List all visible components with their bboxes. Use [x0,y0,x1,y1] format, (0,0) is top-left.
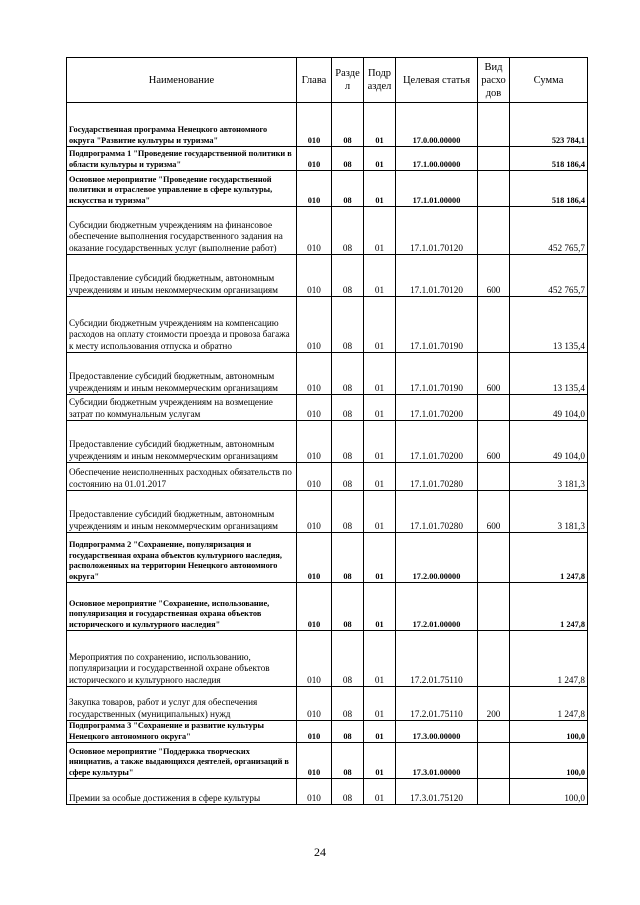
row-target: 17.3.01.75120 [396,779,478,805]
header-sum: Сумма [510,58,588,103]
row-name: Субсидии бюджетным учреждениям на финансовое обеспечение выполнения государственного задания на оказание государственных услуг (выполнение работ) [67,207,297,255]
row-target: 17.1.01.70280 [396,491,478,533]
row-chapter: 010 [297,491,332,533]
row-expense-type [478,779,510,805]
row-section: 08 [332,395,364,421]
row-target: 17.2.00.00000 [396,533,478,583]
row-expense-type [478,631,510,687]
row-chapter: 010 [297,687,332,721]
row-expense-type [478,743,510,779]
row-subsection: 01 [364,631,396,687]
row-name: Основное мероприятие "Поддержка творческих инициатив, а также выдающихся деятелей, организаций в сфере культуры" [67,743,297,779]
row-target: 17.2.01.00000 [396,583,478,631]
row-chapter: 010 [297,463,332,491]
row-name: Подпрограмма 3 "Сохранение и развитие культуры Ненецкого автономного округа" [67,721,297,743]
row-section: 08 [332,533,364,583]
table-row [67,255,588,297]
row-subsection: 01 [364,297,396,353]
table-row [67,353,588,395]
table-row [67,491,588,533]
table-row [67,743,588,779]
table-row [67,103,588,147]
row-subsection: 01 [364,779,396,805]
row-sum: 13 135,4 [510,353,588,395]
row-sum: 1 247,8 [510,583,588,631]
row-sum: 3 181,3 [510,463,588,491]
row-chapter: 010 [297,207,332,255]
row-section: 08 [332,687,364,721]
row-subsection: 01 [364,687,396,721]
row-name: Мероприятия по сохранению, использованию, популяризации и государственной охране объектов исторического и культурного наследия [67,631,297,687]
row-chapter: 010 [297,297,332,353]
row-target: 17.1.01.70120 [396,255,478,297]
row-section: 08 [332,147,364,171]
table-row [67,297,588,353]
row-chapter: 010 [297,583,332,631]
row-sum: 100,0 [510,743,588,779]
row-name: Предоставление субсидий бюджетным, автономным учреждениям и иным некоммерческим организациям [67,255,297,297]
row-name: Премии за особые достижения в сфере культуры [67,779,297,805]
row-name: Обеспечение неисполненных расходных обязательств по состоянию на 01.01.2017 [67,463,297,491]
row-sum: 13 135,4 [510,297,588,353]
row-expense-type: 600 [478,421,510,463]
row-sum: 452 765,7 [510,207,588,255]
row-section: 08 [332,421,364,463]
row-subsection: 01 [364,147,396,171]
row-chapter: 010 [297,421,332,463]
row-target: 17.3.00.00000 [396,721,478,743]
header-subsection: Подр аздел [364,58,396,103]
row-expense-type [478,721,510,743]
row-sum: 100,0 [510,721,588,743]
row-expense-type [478,207,510,255]
row-target: 17.1.00.00000 [396,147,478,171]
row-chapter: 010 [297,631,332,687]
row-chapter: 010 [297,779,332,805]
row-subsection: 01 [364,583,396,631]
header-chapter: Глава [297,58,332,103]
row-sum: 49 104,0 [510,421,588,463]
row-section: 08 [332,779,364,805]
table-row [67,583,588,631]
row-section: 08 [332,171,364,207]
row-expense-type [478,171,510,207]
row-expense-type [478,395,510,421]
row-expense-type [478,583,510,631]
row-chapter: 010 [297,255,332,297]
row-sum: 3 181,3 [510,491,588,533]
table-row [67,721,588,743]
row-expense-type: 600 [478,353,510,395]
row-expense-type [478,147,510,171]
row-sum: 523 784,1 [510,103,588,147]
table-row [67,631,588,687]
row-section: 08 [332,103,364,147]
row-subsection: 01 [364,353,396,395]
row-section: 08 [332,353,364,395]
row-subsection: 01 [364,421,396,463]
table-row [67,395,588,421]
row-name: Закупка товаров, работ и услуг для обеспечения государственных (муниципальных) нужд [67,687,297,721]
row-chapter: 010 [297,147,332,171]
row-name: Субсидии бюджетным учреждениям на компенсацию расходов на оплату стоимости проезда и провоза багажа к месту использования отпуска и обратно [67,297,297,353]
row-name: Предоставление субсидий бюджетным, автономным учреждениям и иным некоммерческим организациям [67,491,297,533]
row-subsection: 01 [364,207,396,255]
row-section: 08 [332,491,364,533]
row-section: 08 [332,255,364,297]
row-name: Субсидии бюджетным учреждениям на возмещение затрат по коммунальным услугам [67,395,297,421]
table-row [67,687,588,721]
table-row [67,779,588,805]
row-target: 17.1.01.70120 [396,207,478,255]
row-name: Предоставление субсидий бюджетным, автономным учреждениям и иным некоммерческим организациям [67,421,297,463]
row-section: 08 [332,207,364,255]
table-row [67,533,588,583]
row-target: 17.1.01.70200 [396,421,478,463]
row-subsection: 01 [364,103,396,147]
header-row [67,58,588,103]
row-subsection: 01 [364,533,396,583]
row-expense-type [478,463,510,491]
row-target: 17.1.01.70280 [396,463,478,491]
row-name: Государственная программа Ненецкого автономного округа "Развитие культуры и туризма" [67,103,297,147]
row-expense-type: 600 [478,491,510,533]
row-expense-type: 600 [478,255,510,297]
row-name: Подпрограмма 2 "Сохранение, популяризация и государственная охрана объектов культурного наследия, расположенных на территории Ненецкого автономного округа" [67,533,297,583]
row-subsection: 01 [364,463,396,491]
row-sum: 49 104,0 [510,395,588,421]
row-chapter: 010 [297,533,332,583]
row-subsection: 01 [364,171,396,207]
row-section: 08 [332,743,364,779]
row-chapter: 010 [297,721,332,743]
budget-table [66,57,588,805]
row-section: 08 [332,721,364,743]
row-target: 17.2.01.75110 [396,631,478,687]
row-section: 08 [332,297,364,353]
row-sum: 518 186,4 [510,147,588,171]
row-target: 17.2.01.75110 [396,687,478,721]
row-target: 17.1.01.70200 [396,395,478,421]
row-sum: 1 247,8 [510,533,588,583]
table-row [67,171,588,207]
row-section: 08 [332,463,364,491]
row-sum: 1 247,8 [510,631,588,687]
row-name: Основное мероприятие "Проведение государственной политики и отраслевое управление в сфере культуры, искусства и туризма" [67,171,297,207]
row-expense-type: 200 [478,687,510,721]
row-target: 17.1.01.70190 [396,353,478,395]
row-chapter: 010 [297,171,332,207]
row-target: 17.3.01.00000 [396,743,478,779]
row-sum: 100,0 [510,779,588,805]
row-sum: 1 247,8 [510,687,588,721]
row-chapter: 010 [297,395,332,421]
table-row [67,421,588,463]
row-sum: 518 186,4 [510,171,588,207]
table-row [67,147,588,171]
row-subsection: 01 [364,255,396,297]
row-name: Основное мероприятие "Сохранение, использование, популяризация и государственная охрана объектов исторического и культурного наследия" [67,583,297,631]
row-expense-type [478,103,510,147]
row-chapter: 010 [297,103,332,147]
header-section: Разде л [332,58,364,103]
header-name: Наименование [67,58,297,103]
row-name: Предоставление субсидий бюджетным, автономным учреждениям и иным некоммерческим организациям [67,353,297,395]
row-target: 17.1.01.00000 [396,171,478,207]
row-target: 17.1.01.70190 [396,297,478,353]
header-expense-type: Вид расхо дов [478,58,510,103]
row-section: 08 [332,583,364,631]
row-chapter: 010 [297,743,332,779]
table-row [67,207,588,255]
row-subsection: 01 [364,395,396,421]
row-expense-type [478,297,510,353]
row-target: 17.0.00.00000 [396,103,478,147]
row-name: Подпрограмма 1 "Проведение государственной политики в области культуры и туризма" [67,147,297,171]
page-number: 24 [314,845,326,859]
row-sum: 452 765,7 [510,255,588,297]
row-chapter: 010 [297,353,332,395]
header-target: Целевая статья [396,58,478,103]
row-section: 08 [332,631,364,687]
row-subsection: 01 [364,491,396,533]
table-row [67,463,588,491]
row-subsection: 01 [364,743,396,779]
row-subsection: 01 [364,721,396,743]
row-expense-type [478,533,510,583]
